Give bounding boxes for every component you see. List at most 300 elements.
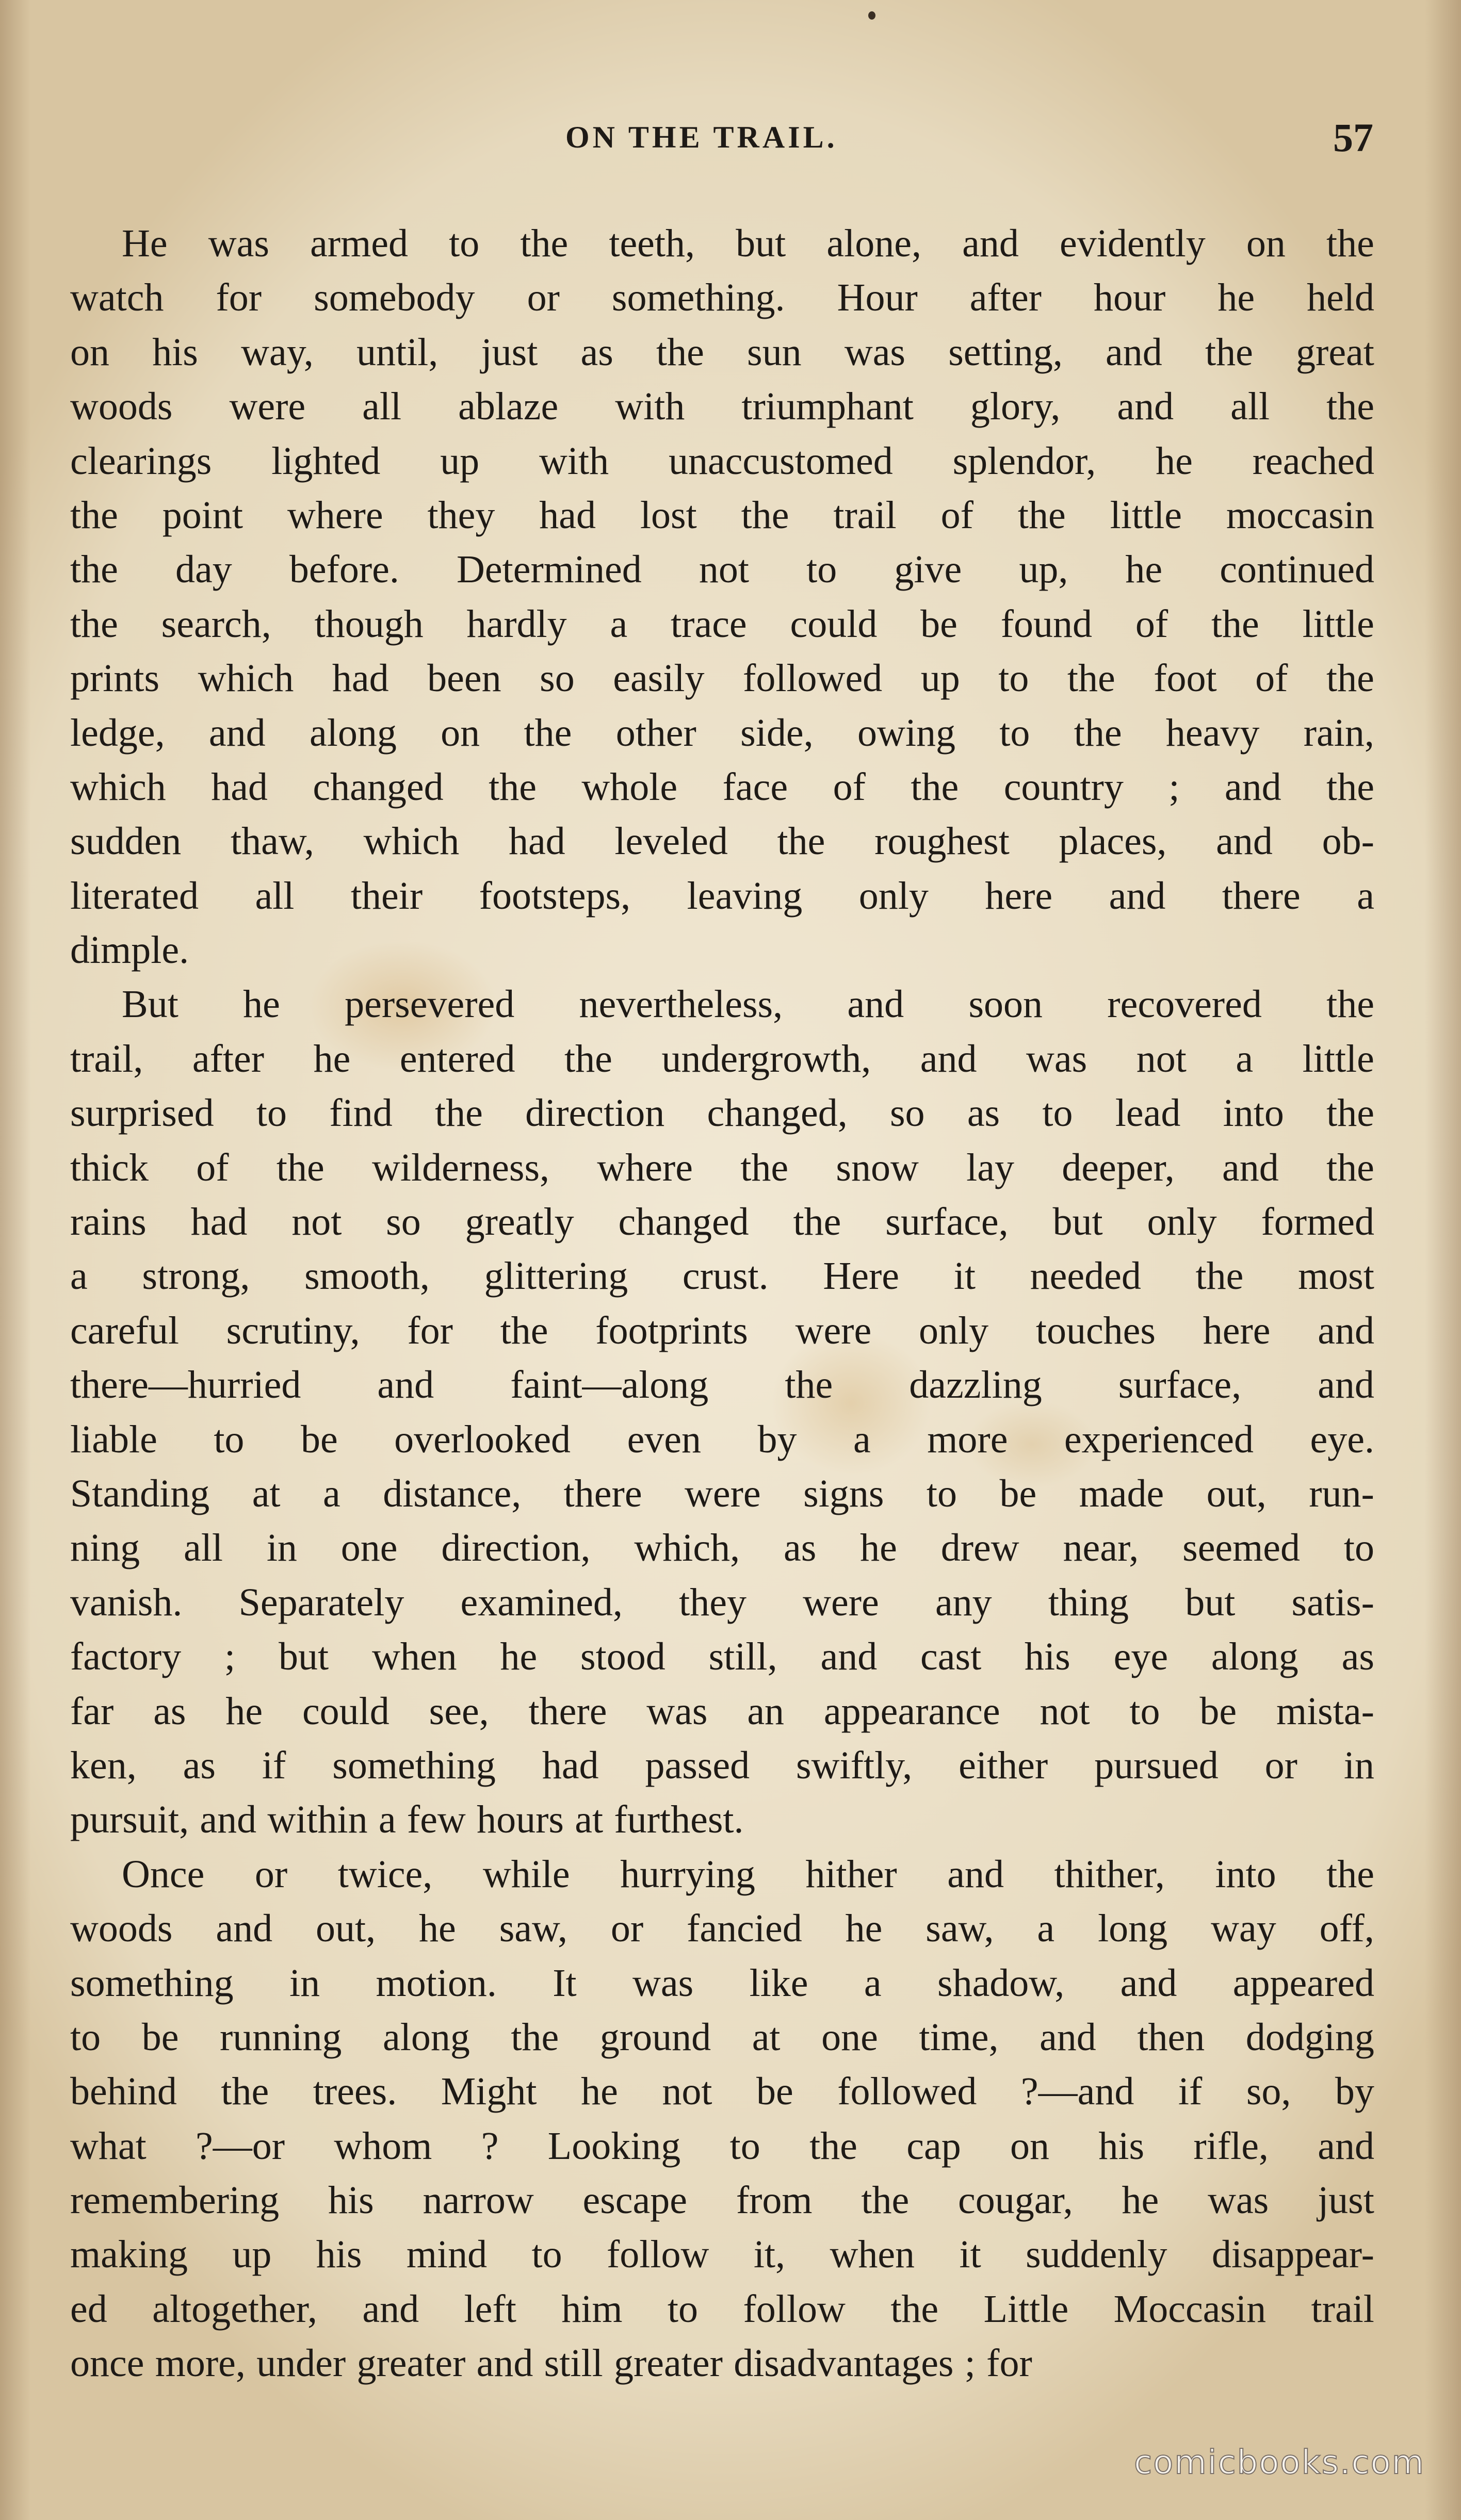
word: Determined <box>457 548 642 592</box>
word: under <box>256 2342 346 2385</box>
word: hour <box>1094 276 1166 320</box>
word: until, <box>356 330 439 374</box>
body-text <box>70 217 1374 2391</box>
word: undergrowth, <box>661 1037 871 1081</box>
word: pursued <box>1094 1743 1219 1787</box>
word: woods <box>70 385 173 429</box>
word: any <box>935 1580 992 1624</box>
word: owing <box>857 711 955 755</box>
word: to <box>999 711 1030 755</box>
text-line <box>70 814 1374 869</box>
word: there—hurried <box>70 1363 301 1407</box>
word: Little <box>983 2287 1069 2331</box>
word: were <box>795 1308 872 1352</box>
word: recovered <box>1107 983 1262 1026</box>
word: It <box>553 1961 577 2005</box>
word: wilderness, <box>371 1146 550 1189</box>
word: far <box>70 1689 114 1733</box>
word: changed <box>313 765 444 809</box>
word: was <box>646 1689 708 1733</box>
word: reached <box>1252 439 1374 483</box>
word: only <box>858 874 929 918</box>
word: be <box>1199 1689 1237 1733</box>
word: the <box>1326 983 1374 1026</box>
word: Here <box>823 1254 900 1298</box>
word: the <box>70 548 118 592</box>
word: direction, <box>441 1526 591 1570</box>
word: which, <box>634 1526 740 1570</box>
word: satis- <box>1291 1580 1374 1624</box>
word: touches <box>1035 1308 1156 1352</box>
text-line <box>70 977 1374 1032</box>
word: to <box>667 2287 699 2331</box>
word: greater <box>613 2342 723 2385</box>
word: near, <box>1063 1526 1139 1570</box>
word: here <box>1203 1308 1271 1352</box>
word: eye. <box>1310 1417 1374 1461</box>
word: by <box>757 1417 797 1461</box>
word: the <box>564 1037 612 1081</box>
word: hardly <box>466 602 567 646</box>
word: at <box>752 2015 781 2059</box>
text-line <box>70 1195 1374 1249</box>
word: where <box>597 1146 693 1189</box>
word: just <box>1318 2179 1374 2222</box>
word: the <box>434 1091 483 1135</box>
word: he <box>500 1635 538 1679</box>
word: by <box>1335 2070 1374 2114</box>
word: follow <box>743 2287 846 2331</box>
word: persevered <box>345 983 515 1026</box>
word: faint—along <box>510 1363 709 1407</box>
word: a <box>610 602 628 646</box>
word: ob- <box>1322 820 1374 863</box>
word: when <box>830 2233 915 2277</box>
word: escape <box>582 2179 688 2222</box>
word: foot <box>1154 657 1217 700</box>
word: the <box>1326 385 1374 429</box>
word: on <box>1010 2124 1050 2168</box>
word: to <box>1129 1689 1160 1733</box>
word: somebody <box>314 276 475 320</box>
word: changed, <box>707 1091 848 1135</box>
word: be <box>141 2015 179 2059</box>
text-line <box>70 1684 1374 1739</box>
word: changed <box>618 1200 749 1244</box>
watermark: comicbooks.com <box>1133 2444 1425 2482</box>
word: greater <box>356 2342 466 2385</box>
word: thick <box>70 1146 149 1189</box>
word: had <box>190 1200 248 1244</box>
word: to <box>256 1091 287 1135</box>
word: then <box>1137 2015 1205 2059</box>
word: fancied <box>687 1907 802 1951</box>
word: and <box>1318 2124 1374 2168</box>
word: at <box>575 1798 604 1842</box>
word: surprised <box>70 1091 214 1135</box>
word: and <box>208 711 266 755</box>
word: but <box>279 1635 329 1679</box>
word: which <box>198 657 294 700</box>
word: he <box>845 1907 883 1951</box>
word: all <box>1230 385 1270 429</box>
word: and <box>962 222 1019 265</box>
word: long <box>1098 1907 1168 1951</box>
word: been <box>427 657 501 700</box>
word: was <box>1208 2179 1269 2222</box>
word: other <box>615 711 696 755</box>
word: narrow <box>423 2179 534 2222</box>
word: ; <box>1168 765 1180 809</box>
word: to <box>729 2124 760 2168</box>
word: the <box>1326 657 1374 700</box>
word: glory, <box>970 385 1061 429</box>
word: moccasin <box>1226 493 1374 537</box>
word: be <box>920 602 957 646</box>
word: he <box>243 983 280 1026</box>
word: something <box>70 1961 234 2005</box>
word: and <box>1318 1308 1374 1352</box>
word: overlooked <box>394 1417 571 1461</box>
word: He <box>122 222 168 265</box>
word: the <box>276 1146 324 1189</box>
word: it, <box>753 2233 786 2277</box>
word: experienced <box>1064 1417 1254 1461</box>
word: to <box>70 2015 101 2059</box>
word: as <box>153 1689 186 1733</box>
word: furthest. <box>614 1798 744 1842</box>
word: like <box>749 1961 808 2005</box>
word: were <box>803 1580 879 1624</box>
word: he <box>1218 276 1255 320</box>
word: making <box>70 2233 188 2277</box>
word: was <box>632 1961 694 2005</box>
word: only <box>918 1308 989 1352</box>
word: of <box>1255 657 1288 700</box>
text-line <box>70 1956 1374 2010</box>
text-line <box>70 380 1374 434</box>
word: still, <box>708 1635 777 1679</box>
text-line <box>70 2228 1374 2282</box>
word: pursuit, <box>70 1798 189 1842</box>
word: which <box>363 820 460 863</box>
word: factory <box>70 1635 182 1679</box>
word: there <box>1222 874 1301 918</box>
word: rains <box>70 1200 147 1244</box>
word: roughest <box>874 820 1010 863</box>
word: something <box>332 1743 496 1787</box>
text-line <box>70 2282 1374 2336</box>
word: ken, <box>70 1743 137 1787</box>
text-line <box>70 2173 1374 2228</box>
word: the <box>656 330 704 374</box>
word: clearings <box>70 439 212 483</box>
word: vanish. <box>70 1580 183 1624</box>
text-line <box>70 1358 1374 1412</box>
word: found <box>1000 602 1092 646</box>
word: footprints <box>595 1308 748 1352</box>
word: and <box>1222 1146 1279 1189</box>
text-line <box>70 1793 1374 1847</box>
word: of <box>940 493 973 537</box>
word: literated <box>70 874 199 918</box>
word: up <box>232 2233 272 2277</box>
word: of <box>833 765 866 809</box>
word: so <box>386 1200 421 1244</box>
word: something. <box>611 276 785 320</box>
word: to <box>214 1417 245 1461</box>
word: the <box>777 820 825 863</box>
word: as <box>783 1526 817 1570</box>
word: followed <box>743 657 883 700</box>
word: to <box>926 1471 957 1515</box>
word: whom <box>334 2124 432 2168</box>
word: Looking <box>547 2124 681 2168</box>
word: eye <box>1113 1635 1168 1679</box>
word: appeared <box>1232 1961 1374 2005</box>
word: most <box>1298 1254 1374 1298</box>
text-line <box>70 1304 1374 1358</box>
word: formed <box>1261 1200 1374 1244</box>
word: lay <box>966 1146 1015 1189</box>
word: unaccustomed <box>668 439 893 483</box>
word: and <box>1216 820 1273 863</box>
word: his <box>328 2179 374 2222</box>
word: appearance <box>823 1689 1000 1733</box>
word: and <box>820 1635 878 1679</box>
word: once <box>70 2342 144 2385</box>
word: easily <box>613 657 705 700</box>
word: it <box>953 1254 976 1298</box>
word: were <box>685 1471 761 1515</box>
word: strong, <box>142 1254 250 1298</box>
word: a <box>378 1798 396 1842</box>
word: and <box>920 1037 977 1081</box>
word: were <box>229 385 306 429</box>
word: one <box>821 2015 878 2059</box>
word: and <box>1040 2015 1096 2059</box>
text-line <box>70 1902 1374 1956</box>
word: at <box>252 1471 281 1515</box>
word: so <box>889 1091 925 1135</box>
word: ablaze <box>458 385 559 429</box>
page-number: 57 <box>1333 115 1373 160</box>
word: from <box>736 2179 813 2222</box>
word: the <box>70 602 118 646</box>
word: deeper, <box>1062 1146 1175 1189</box>
word: here <box>985 874 1053 918</box>
word: on <box>70 330 109 374</box>
word: needed <box>1030 1254 1141 1298</box>
word: not <box>699 548 749 592</box>
text-line <box>70 434 1374 488</box>
word: the <box>861 2179 910 2222</box>
word: one <box>340 1526 398 1570</box>
text-line <box>70 1141 1374 1195</box>
word: the <box>1017 493 1066 537</box>
word: ?—and <box>1020 2070 1134 2114</box>
word: could <box>790 602 878 646</box>
word: up <box>920 657 960 700</box>
word: not <box>662 2070 712 2114</box>
text-line <box>70 325 1374 380</box>
text-line <box>70 2010 1374 2065</box>
word: ning <box>70 1526 140 1570</box>
word: and <box>947 1852 1004 1896</box>
word: not <box>1136 1037 1187 1081</box>
word: country <box>1003 765 1124 809</box>
word: with <box>615 385 685 429</box>
word: soon <box>968 983 1043 1026</box>
word: before. <box>289 548 399 592</box>
word: to <box>531 2233 562 2277</box>
word: but <box>736 222 786 265</box>
word: was <box>844 330 906 374</box>
word: hours <box>477 1798 564 1842</box>
word: just <box>481 330 538 374</box>
word: ?—or <box>196 2124 285 2168</box>
word: was <box>1026 1037 1087 1081</box>
word: prints <box>70 657 160 700</box>
word: him <box>561 2287 623 2331</box>
word: only <box>1147 1200 1217 1244</box>
word: great <box>1296 330 1374 374</box>
word: a <box>864 1961 882 2005</box>
word: lead <box>1115 1091 1181 1135</box>
word: ; <box>224 1635 236 1679</box>
word: give <box>894 548 962 592</box>
word: out, <box>1206 1471 1267 1515</box>
word: the <box>1211 602 1259 646</box>
word: to <box>449 222 480 265</box>
word: not <box>291 1200 342 1244</box>
word: he <box>1156 439 1193 483</box>
word: teeth, <box>609 222 695 265</box>
word: he <box>581 2070 618 2114</box>
text-line <box>70 1630 1374 1684</box>
word: if <box>262 1743 286 1787</box>
word: held <box>1307 276 1374 320</box>
word: leaving <box>687 874 803 918</box>
word: cougar, <box>958 2179 1073 2222</box>
word: followed <box>837 2070 977 2114</box>
word: he <box>860 1526 897 1570</box>
word: with <box>539 439 609 483</box>
word: after <box>192 1037 265 1081</box>
word: little <box>1110 493 1182 537</box>
word: and <box>1109 874 1166 918</box>
word: and <box>216 1907 273 1951</box>
word: and <box>1117 385 1174 429</box>
word: his <box>1098 2124 1145 2168</box>
word: footsteps, <box>479 874 631 918</box>
word: for <box>216 276 262 320</box>
word: the <box>809 2124 857 2168</box>
word: had <box>542 1743 599 1787</box>
ink-speck <box>868 11 875 20</box>
word: places, <box>1059 820 1167 863</box>
word: surface, <box>885 1200 1009 1244</box>
word: the <box>1326 222 1374 265</box>
word: but <box>1052 1200 1103 1244</box>
word: watch <box>70 276 164 320</box>
word: or <box>527 276 560 320</box>
word: saw, <box>926 1907 994 1951</box>
word: the <box>1195 1254 1244 1298</box>
word: had <box>508 820 565 863</box>
word: run- <box>1309 1471 1374 1515</box>
word: though <box>314 602 424 646</box>
word: had <box>539 493 596 537</box>
text-line <box>70 1521 1374 1575</box>
word: lost <box>640 493 697 537</box>
word: continued <box>1220 548 1374 592</box>
word: the <box>1326 1091 1374 1135</box>
word: even <box>627 1417 702 1461</box>
word: the <box>1205 330 1253 374</box>
text-line <box>70 2119 1374 2173</box>
word: be <box>999 1471 1037 1515</box>
word: when <box>371 1635 457 1679</box>
text-line <box>70 760 1374 814</box>
text-line <box>70 1847 1374 1902</box>
word: as <box>1341 1635 1374 1679</box>
word: alone, <box>826 222 921 265</box>
word: if <box>1178 2070 1203 2114</box>
word: to <box>1343 1526 1374 1570</box>
word: the <box>221 2070 269 2114</box>
word: Standing <box>70 1471 210 1515</box>
word: which <box>70 765 166 809</box>
word: and <box>1106 330 1162 374</box>
word: more, <box>155 2342 246 2385</box>
text-line <box>70 1576 1374 1630</box>
word: it <box>959 2233 981 2277</box>
word: splendor, <box>952 439 1096 483</box>
word: a <box>323 1471 340 1515</box>
word: as <box>967 1091 1000 1135</box>
word: nevertheless, <box>579 983 783 1026</box>
word: the <box>890 2287 939 2331</box>
word: his <box>316 2233 362 2277</box>
word: the <box>1067 657 1115 700</box>
word: along <box>382 2015 470 2059</box>
text-line <box>70 488 1374 543</box>
text-line <box>70 2336 1374 2391</box>
word: in <box>266 1526 297 1570</box>
word: the <box>500 1308 548 1352</box>
text-line <box>70 2065 1374 2119</box>
word: drew <box>940 1526 1019 1570</box>
word: the <box>489 765 537 809</box>
word: the <box>70 493 118 537</box>
word: few <box>407 1798 466 1842</box>
word: the <box>740 1146 789 1189</box>
word: and <box>377 1363 434 1407</box>
word: examined, <box>460 1580 623 1624</box>
word: behind <box>70 2070 177 2114</box>
word: hither <box>805 1852 897 1896</box>
word: he <box>225 1689 263 1733</box>
word: a <box>70 1254 88 1298</box>
word: trail <box>1311 2287 1374 2331</box>
word: there <box>528 1689 607 1733</box>
word: little <box>1302 602 1374 646</box>
word: point <box>162 493 243 537</box>
word: rifle, <box>1193 2124 1269 2168</box>
word: not <box>1040 1689 1090 1733</box>
word: Separately <box>238 1580 404 1624</box>
